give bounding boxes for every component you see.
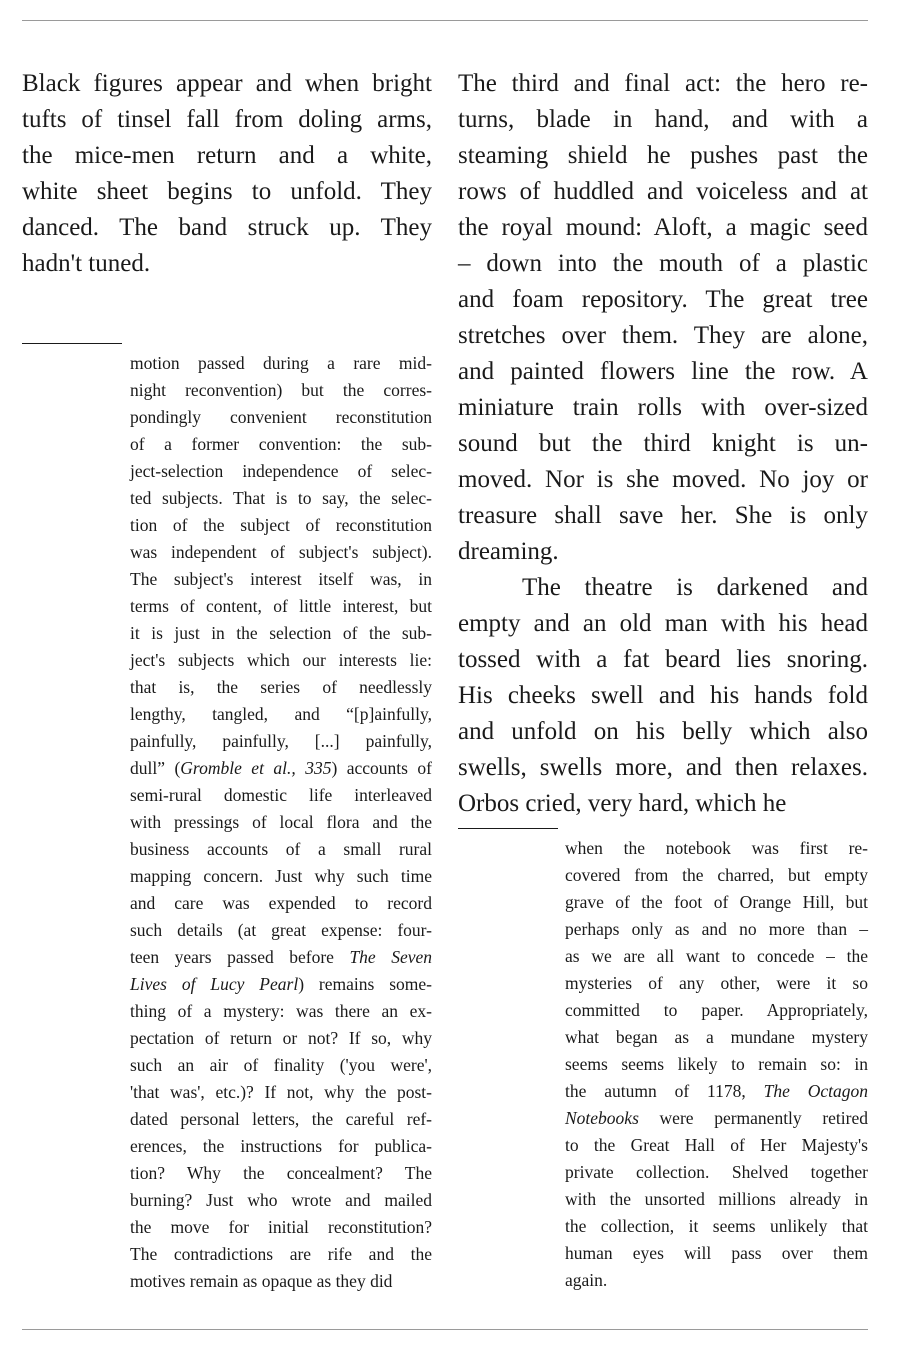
footnote-line: dull” (Gromble et al., 335) accounts of	[130, 758, 432, 778]
body-line: danced. The band struck up. They	[22, 214, 432, 241]
footnote-line: mapping concern. Just why such time	[130, 866, 432, 886]
footnote-line: and care was expended to record	[130, 893, 432, 913]
footnote-line: as we are all want to concede – the	[565, 946, 868, 966]
body-line: and foam repository. The great tree	[458, 286, 868, 313]
footnote-line: The subject's interest itself was, in	[130, 569, 432, 589]
footnote-separator-left	[22, 343, 122, 344]
right-column	[458, 66, 868, 822]
footnote-line: motion passed during a rare mid-	[130, 353, 432, 373]
footnote-line: was independent of subject's subject).	[130, 542, 432, 562]
footnote-line: dated personal letters, the careful ref-	[130, 1109, 432, 1129]
footnote-line: night reconvention) but the corres-	[130, 380, 432, 400]
body-line: moved. Nor is she moved. No joy or	[458, 466, 868, 493]
body-line: The third and final act: the hero re-	[458, 70, 868, 97]
footnote-line: grave of the foot of Orange Hill, but	[565, 892, 868, 912]
footnote-line: with pressings of local flora and the	[130, 812, 432, 832]
right-paragraph-2	[458, 570, 868, 822]
body-line: stretches over them. They are alone,	[458, 322, 868, 349]
footnote-line: mysteries of any other, were it so	[565, 973, 868, 993]
body-line: swells, swells more, and then relaxes.	[458, 754, 868, 781]
footnote-line: it is just in the selection of the sub-	[130, 623, 432, 643]
footnote-line: motives remain as opaque as they did	[130, 1271, 393, 1291]
body-line: Orbos cried, very hard, which he	[458, 790, 787, 817]
body-line: dreaming.	[458, 538, 559, 565]
footnote-line: the autumn of 1178, The Octagon	[565, 1081, 868, 1101]
body-line: rows of huddled and voiceless and at	[458, 178, 868, 205]
footnote-line: thing of a mystery: was there an ex-	[130, 1001, 432, 1021]
body-line: the mice-men return and a white,	[22, 142, 432, 169]
footnote-line: The contradictions are rife and the	[130, 1244, 432, 1264]
footnote-line: to the Great Hall of Her Majesty's	[565, 1135, 868, 1155]
footnote-line: such an air of finality ('you were',	[130, 1055, 432, 1075]
footnote-line: the move for initial reconstitution?	[130, 1217, 432, 1237]
body-line: tufts of tinsel fall from doling arms,	[22, 106, 432, 133]
top-rule	[22, 20, 868, 21]
footnote-line: tion? Why the concealment? The	[130, 1163, 432, 1183]
footnote-line: Notebooks were permanently retired	[565, 1108, 868, 1128]
footnote-line: tion of the subject of reconstitution	[130, 515, 432, 535]
footnote-line: human eyes will pass over them	[565, 1243, 868, 1263]
footnote-line: business accounts of a small rural	[130, 839, 432, 859]
body-line: and unfold on his belly which also	[458, 718, 868, 745]
footnote-separator-right	[458, 828, 558, 829]
body-line: miniature train rolls with over-sized	[458, 394, 868, 421]
body-line: tossed with a fat beard lies snoring.	[458, 646, 868, 673]
footnote-line: 'that was', etc.)? If not, why the post-	[130, 1082, 432, 1102]
body-line: Black figures appear and when bright	[22, 70, 432, 97]
body-line: – down into the mouth of a plastic	[458, 250, 868, 277]
body-line: sound but the third knight is un-	[458, 430, 868, 457]
footnote-line: seems seems likely to remain so: in	[565, 1054, 868, 1074]
footnote-line: teen years passed before The Seven	[130, 947, 432, 967]
footnote-line: ject's subjects which our interests lie:	[130, 650, 432, 670]
footnote-line: ted subjects. That is to say, the selec-	[130, 488, 432, 508]
footnote-line: private collection. Shelved together	[565, 1162, 868, 1182]
footnote-line: committed to paper. Appropriately,	[565, 1000, 868, 1020]
body-line: hadn't tuned.	[22, 250, 151, 277]
footnote-line: what began as a mundane mystery	[565, 1027, 868, 1047]
footnote-line: ject-selection independence of selec-	[130, 461, 432, 481]
left-column	[22, 66, 432, 282]
body-line: and painted flowers line the row. A	[458, 358, 868, 385]
footnote-line: pectation of return or not? If so, why	[130, 1028, 432, 1048]
bottom-rule	[22, 1329, 868, 1330]
body-line: The theatre is darkened and	[522, 574, 868, 601]
footnote-line: of a former convention: the sub-	[130, 434, 432, 454]
footnote-left	[130, 350, 432, 1295]
footnote-line: terms of content, of little interest, but	[130, 596, 432, 616]
footnote-line: Lives of Lucy Pearl) remains some-	[130, 974, 432, 994]
left-paragraph	[22, 66, 432, 282]
body-line: treasure shall save her. She is only	[458, 502, 868, 529]
footnote-line: covered from the charred, but empty	[565, 865, 868, 885]
footnote-line: again.	[565, 1270, 608, 1290]
footnote-line: perhaps only as and no more than –	[565, 919, 868, 939]
footnote-line: burning? Just who wrote and mailed	[130, 1190, 432, 1210]
body-line: steaming shield he pushes past the	[458, 142, 868, 169]
body-line: the royal mound: Aloft, a magic seed	[458, 214, 868, 241]
body-line: His cheeks swell and his hands fold	[458, 682, 868, 709]
footnote-line: lengthy, tangled, and “[p]ainfully,	[130, 704, 432, 724]
footnote-line: that is, the series of needlessly	[130, 677, 432, 697]
footnote-line: painfully, painfully, [...] painfully,	[130, 731, 432, 751]
footnote-line: such details (at great expense: four-	[130, 920, 432, 940]
footnote-line: semi-rural domestic life interleaved	[130, 785, 432, 805]
right-paragraph-1	[458, 66, 868, 570]
body-line: empty and an old man with his head	[458, 610, 868, 637]
footnote-line: erences, the instructions for publica-	[130, 1136, 432, 1156]
footnote-line: when the notebook was first re-	[565, 838, 868, 858]
body-line: white sheet begins to unfold. They	[22, 178, 432, 205]
footnote-line: the collection, it seems unlikely that	[565, 1216, 868, 1236]
footnote-line: with the unsorted millions already in	[565, 1189, 868, 1209]
footnote-line: pondingly convenient reconstitution	[130, 407, 432, 427]
body-line: turns, blade in hand, and with a	[458, 106, 868, 133]
footnote-right	[565, 835, 868, 1294]
